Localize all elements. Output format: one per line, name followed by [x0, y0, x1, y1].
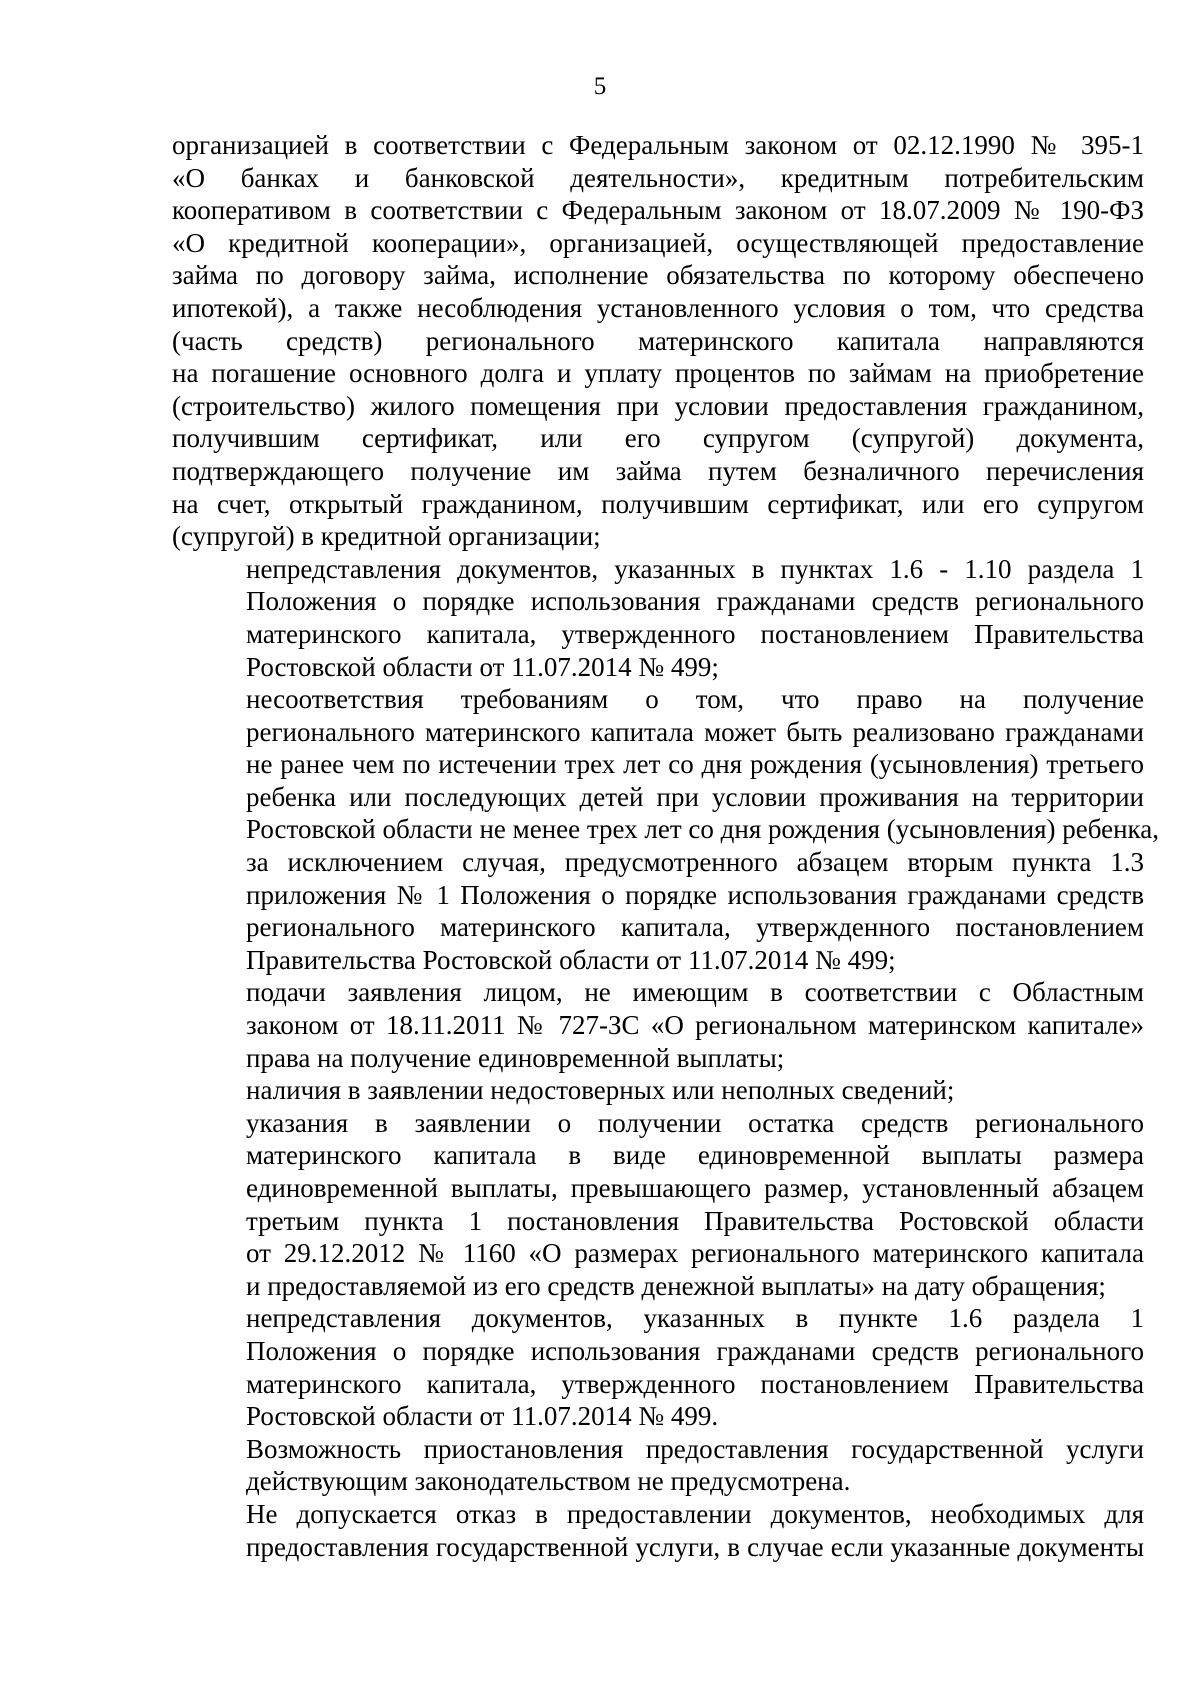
- text-line: материнского капитала в виде единовременной выплаты размера: [246, 1140, 1144, 1171]
- text-line: займа по договору займа, исполнение обязательства по которому обеспечено: [172, 260, 1144, 291]
- text-line: (часть средств) регионального материнского капитала направляются: [172, 325, 1144, 356]
- text-line: материнского капитала, утвержденного постановлением Правительства: [246, 618, 1144, 649]
- text-line: приложения № 1 Положения о порядке использования гражданами средств: [246, 879, 1144, 910]
- paragraph: [172, 1074, 1144, 1107]
- text-line: «О банках и банковской деятельности», кредитным потребительским: [172, 162, 1144, 193]
- text-line: Правительства Ростовской области от 11.07.2014 № 499;: [246, 944, 896, 975]
- text-line: от 29.12.2012 № 1160 «О размерах регионального материнского капитала: [246, 1238, 1144, 1269]
- text-line: материнского капитала, утвержденного постановлением Правительства: [246, 1368, 1144, 1399]
- text-line: «О кредитной кооперации», организацией, осуществляющей предоставление: [172, 227, 1144, 258]
- text-line: (строительство) жилого помещения при условии предоставления гражданином,: [172, 390, 1144, 421]
- text-line: несоответствия требованиям о том, что право на получение: [246, 684, 1144, 715]
- text-line: Положения о порядке использования гражданами средств регионального: [246, 1335, 1144, 1366]
- text-line: организацией в соответствии с Федеральным законом от 02.12.1990 № 395-1: [172, 130, 1144, 160]
- paragraph: [172, 1302, 1144, 1432]
- text-line: кооперативом в соответствии с Федеральным законом от 18.07.2009 № 190-ФЗ: [172, 195, 1144, 226]
- text-line: предоставления государственной услуги, в случае если указанные документы: [246, 1531, 1144, 1562]
- text-line: за исключением случая, предусмотренного абзацем вторым пункта 1.3: [246, 847, 1144, 878]
- text-line: получившим сертификат, или его супругом (супругой) документа,: [172, 423, 1144, 454]
- text-line: наличия в заявлении недостоверных или неполных сведений;: [246, 1075, 955, 1106]
- paragraph: [172, 976, 1144, 1074]
- text-line: действующим законодательством не предусмотрена.: [246, 1466, 851, 1497]
- paragraph: [172, 553, 1144, 683]
- text-line: регионального материнского капитала может быть реализовано гражданами: [246, 716, 1144, 747]
- text-line: не ранее чем по истечении трех лет со дня рождения (усыновления) третьего: [246, 749, 1144, 780]
- text-line: законом от 18.11.2011 № 727-ЗС «О региональном материнском капитале»: [246, 1010, 1144, 1041]
- paragraph: [172, 129, 1144, 553]
- text-line: (супругой) в кредитной организации;: [172, 521, 601, 552]
- text-line: Положения о порядке использования гражданами средств регионального: [246, 586, 1144, 617]
- paragraph: [172, 1498, 1144, 1563]
- text-line: Не допускается отказ в предоставлении документов, необходимых для: [246, 1498, 1144, 1529]
- text-line: Возможность приостановления предоставления государственной услуги: [246, 1433, 1144, 1464]
- text-line: Ростовской области от 11.07.2014 № 499.: [246, 1401, 719, 1432]
- text-line: Ростовской области от 11.07.2014 № 499;: [246, 651, 719, 682]
- text-line: непредставления документов, указанных в пунктах 1.6 - 1.10 раздела 1: [246, 553, 1144, 584]
- text-line: единовременной выплаты, превышающего размер, установленный абзацем: [246, 1173, 1144, 1203]
- text-line: ипотекой), а также несоблюдения установленного условия о том, что средства: [172, 292, 1144, 323]
- text-line: указания в заявлении о получении остатка средств регионального: [246, 1107, 1144, 1138]
- text-line: права на получение единовременной выплаты;: [246, 1042, 785, 1073]
- paragraph: [172, 683, 1159, 976]
- text-line: Ростовской области не менее трех лет со дня рождения (усыновления) ребенка,: [246, 814, 1159, 845]
- paragraph: [172, 1107, 1144, 1303]
- text-line: подтверждающего получение им займа путем безналичного перечисления: [172, 455, 1144, 486]
- paragraph: [172, 1433, 1144, 1498]
- text-line: подачи заявления лицом, не имеющим в соответствии с Областным: [246, 977, 1144, 1008]
- text-line: третьим пункта 1 постановления Правительства Ростовской области: [246, 1205, 1144, 1236]
- text-line: на погашение основного долга и уплату процентов по займам на приобретение: [172, 358, 1144, 389]
- text-line: ребенка или последующих детей при условии проживания на территории: [246, 781, 1144, 812]
- text-line: регионального материнского капитала, утвержденного постановлением: [246, 912, 1144, 943]
- document-body: [172, 129, 1159, 1563]
- text-line: на счет, открытый гражданином, получившим сертификат, или его супругом: [172, 488, 1144, 519]
- text-line: и предоставляемой из его средств денежной выплаты» на дату обращения;: [246, 1270, 1106, 1301]
- text-line: непредставления документов, указанных в пункте 1.6 раздела 1: [246, 1303, 1144, 1334]
- page-number: 5: [593, 73, 607, 100]
